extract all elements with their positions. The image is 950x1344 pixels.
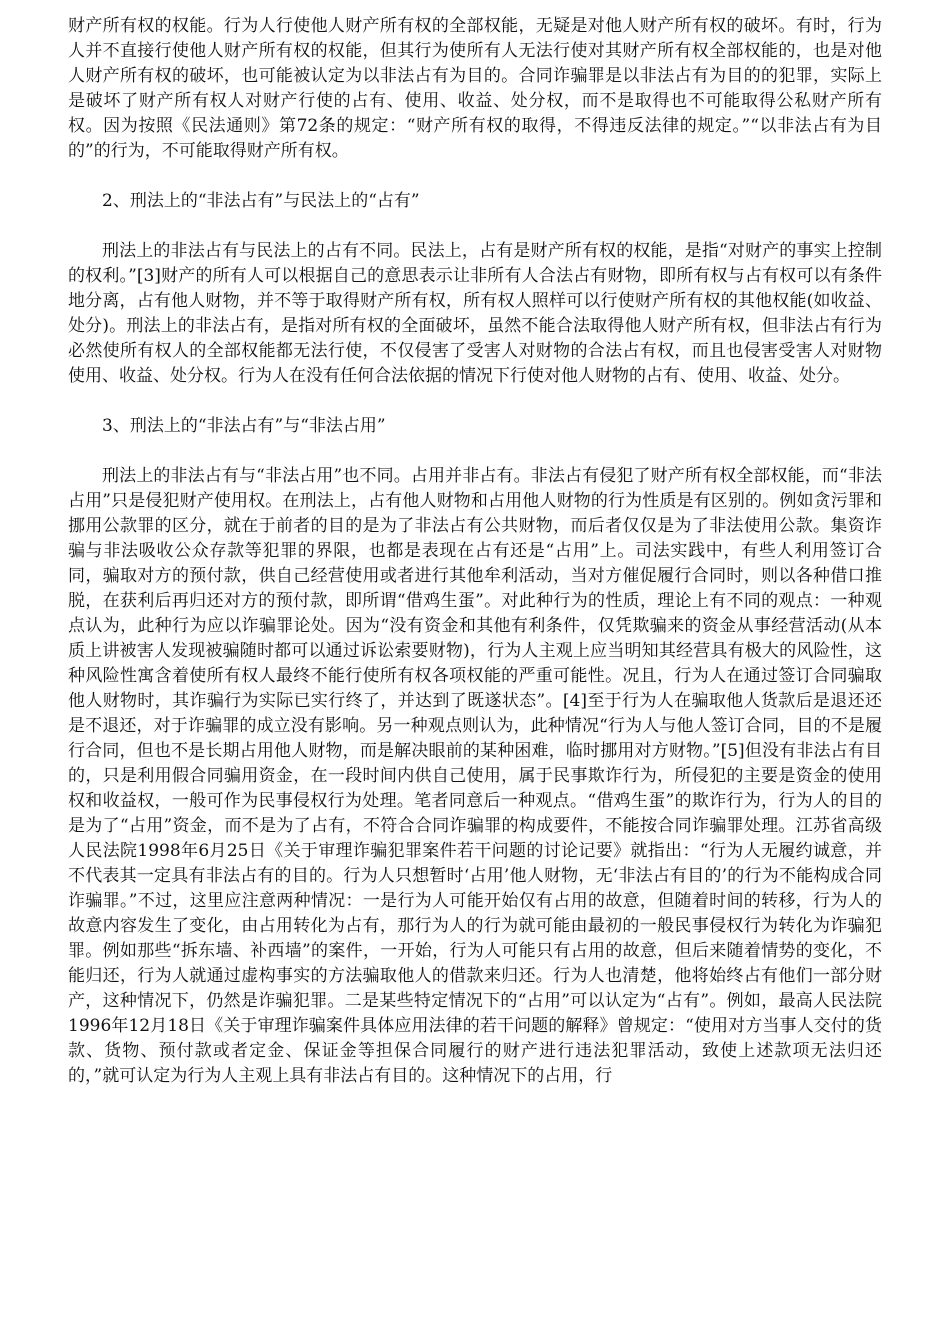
document-page [68, 14, 882, 1089]
paragraph-ownership-destruction: 财产所有权的权能。行为人行使他人财产所有权的全部权能，无疑是对他人财产所有权的破坏。有时，行为人并不直接行使他人财产所有权的权能，但其行为使所有人无法行使对其财产所有权全部权能的，也是对他人财产所有权的破坏，也可能被认定为以非法占有为目的。合同诈骗罪是以非法占有为目的的犯罪，实际上是破坏了财产所有权人对财产行使的占有、使用、收益、处分权，而不是取得也不可能取得公私财产所有权。因为按照《民法通则》第72条的规定：“财产所有权的取得，不得违反法律的规定。”“以非法占有为目的”的行为，不可能取得财产所有权。 [68, 16, 882, 161]
paragraph-gap [68, 164, 882, 189]
paragraph-occupation-vs-use: 刑法上的非法占有与“非法占用”也不同。占用并非占有。非法占有侵犯了财产所有权全部权能，而“非法占用”只是侵犯财产使用权。在刑法上，占有他人财物和占用他人财物的行为性质是有区别的。例如贪污罪和挪用公款罪的区分，就在于前者的目的是为了非法占有公共财物，而后者仅仅是为了非法使用公款。集资诈骗与非法吸收公众存款等犯罪的界限，也都是表现在占有还是“占用”上。司法实践中，有些人利用签订合同，骗取对方的预付款，供自己经营使用或者进行其他牟利活动，当对方催促履行合同时，则以各种借口推脱，在获利后再归还对方的预付款，即所谓“借鸡生蛋”。对此种行为的性质，理论上有不同的观点：一种观点认为，此种行为应以诈骗罪论处。因为“没有资金和其他有利条件，仅凭欺骗来的资金从事经营活动(从本质上讲被害人发现被骗随时都可以通过诉讼索要财物)，行为人主观上应当明知其经营具有极大的风险性，这种风险性寓含着使所有权人最终不能行使所有权各项权能的严重可能性。况且，行为人在通过签订合同骗取他人财物时，其诈骗行为实际已实行终了，并达到了既遂状态”。[4]至于行为人在骗取他人货款后是退还还是不退还，对于诈骗罪的成立没有影响。另一种观点则认为，此种情况“行为人与他人签订合同，目的不是履行合同，但也不是长期占用他人财物，而是解决眼前的某种困难，临时挪用对方财物。”[5]但没有非法占有目的，只是利用假合同骗用资金，在一段时间内供自己使用，属于民事欺诈行为，所侵犯的主要是资金的使用权和收益权，一般可作为民事侵权行为处理。笔者同意后一种观点。“借鸡生蛋”的欺诈行为，行为人的目的是为了“占用”资金，而不是为了占有，不符合合同诈骗罪的构成要件，不能按合同诈骗罪处理。江苏省高级人民法院1998年6月25日《关于审理诈骗犯罪案件若干问题的讨论记要》就指出：“行为人无履约诚意，并不代表其一定具有非法占有的目的。行为人只想暂时‘占用’他人财物，无‘非法占有目的’的行为不能构成合同诈骗罪。”不过，这里应注意两种情况：一是行为人可能开始仅有占用的故意，但随着时间的转移，行为人的故意内容发生了变化，由占用转化为占有，那行为人的行为就可能由最初的一般民事侵权行为转化为诈骗犯罪。例如那些“拆东墙、补西墙”的案件，一开始，行为人可能只有占用的故意，但后来随着情势的变化，不能归还，行为人就通过虚构事实的方法骗取他人的借款来归还。行为人也清楚，他将始终占有他们一部分财产，这种情况下，仍然是诈骗犯罪。二是某些特定情况下的“占用”可以认定为“占有”。例如，最高人民法院1996年12月18日《关于审理诈骗案件具体应用法律的若干问题的解释》曾规定：“使用对方当事人交付的货款、货物、预付款或者定金、保证金等担保合同履行的财产进行违法犯罪活动，致使上述款项无法归还的，”就可认定为行为人主观上具有非法占有目的。这种情况下的占用，行 [68, 466, 882, 1086]
paragraph-gap [68, 389, 882, 414]
paragraph-possession-difference: 刑法上的非法占有与民法上的占有不同。民法上，占有是财产所有权的权能，是指“对财产的事实上控制的权利。”[3]财产的所有人可以根据自己的意思表示让非所有人合法占有财物，即所有权与占有权可以有条件地分离，占有他人财物，并不等于取得财产所有权，所有权人照样可以行使财产所有权的其他权能(如收益、处分)。刑法上的非法占有，是指对所有权的全面破坏，虽然不能合法取得他人财产所有权，但非法占有行为必然使所有权人的全部权能都无法行使，不仅侵害了受害人对财物的合法占有权，而且也侵害受害人对财物使用、收益、处分权。行为人在没有任何合法依据的情况下行使对他人财物的占有、使用、收益、处分。 [68, 241, 882, 386]
section-heading-3: 3、刑法上的“非法占有”与“非法占用” [102, 416, 386, 436]
paragraph-gap [68, 439, 882, 464]
section-heading-2: 2、刑法上的“非法占有”与民法上的“占有” [102, 191, 420, 211]
paragraph-gap [68, 214, 882, 239]
